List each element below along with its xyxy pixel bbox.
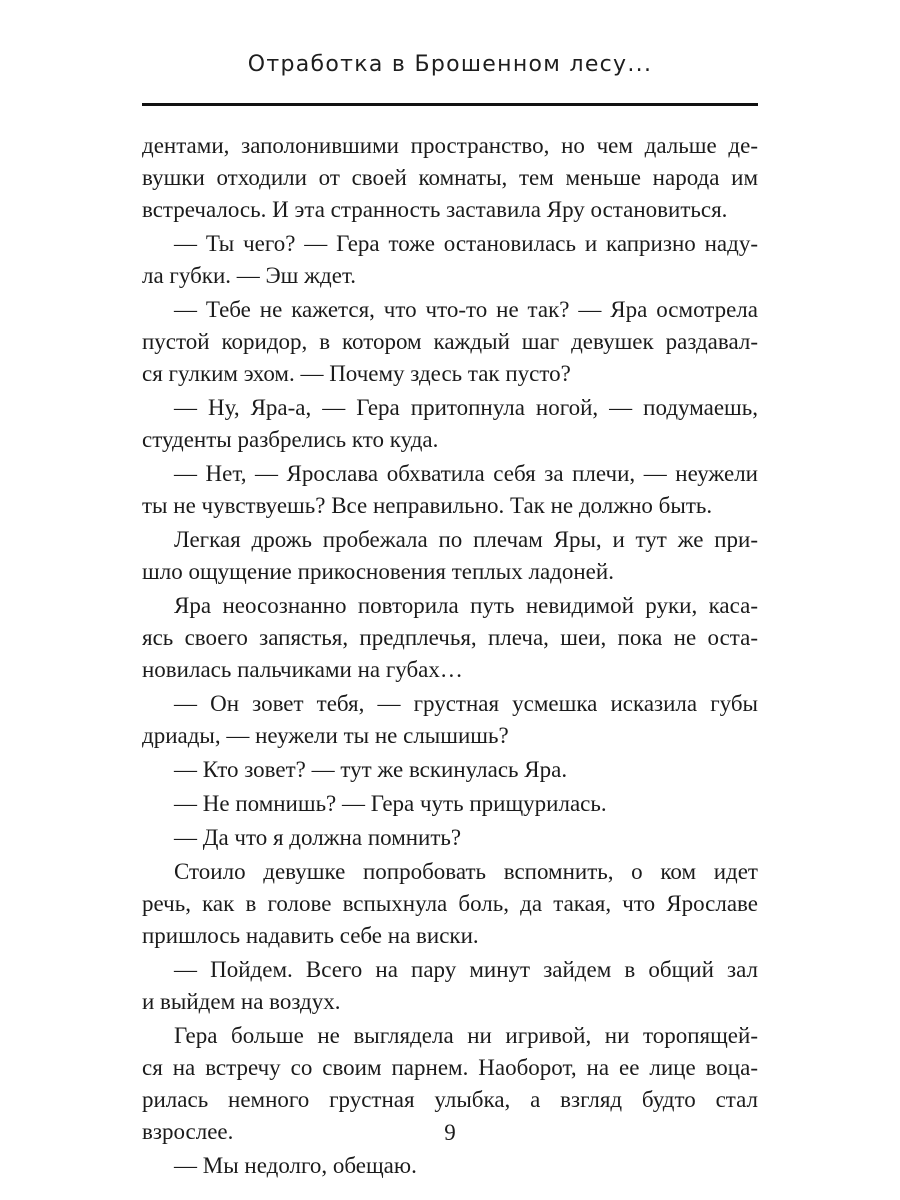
text-line: Гера больше не выглядела ни игривой, ни торопящей- — [174, 1023, 758, 1048]
text-line: пришлось надавить себе на виски. — [142, 923, 479, 948]
text-line: — Да что я должна помнить? — [174, 825, 462, 850]
paragraph — [142, 130, 758, 226]
text-line: рилась немного грустная улыбка, а взгляд будто стал — [142, 1087, 758, 1112]
text-line: — Тебе не кажется, что что-то не так? — Яра осмотрела — [174, 297, 758, 322]
text-line: ясь своего запястья, предплечья, плеча, шеи, пока не оста- — [142, 625, 758, 650]
text-line: Стоило девушке попробовать вспомнить, о ком идет — [174, 859, 758, 884]
text-line: дриады, — неужели ты не слышишь? — [142, 723, 509, 748]
paragraph — [142, 954, 758, 1018]
text-line: — Ну, Яра-а, — Гера притопнула ногой, — подумаешь, — [174, 395, 758, 420]
text-line: шло ощущение прикосновения теплых ладоней. — [142, 559, 614, 584]
text-line: вушки отходили от своей комнаты, тем меньше народа им — [142, 165, 758, 190]
page-number: 9 — [444, 1120, 456, 1145]
text-line: Яра неосознанно повторила путь невидимой руки, каса- — [174, 593, 758, 618]
text-line: новилась пальчиками на губах… — [142, 657, 463, 682]
paragraph — [142, 1150, 758, 1182]
text-line: — Кто зовет? — тут же вскинулась Яра. — [174, 757, 568, 782]
text-line: — Мы недолго, обещаю. — [174, 1153, 417, 1178]
paragraph — [142, 788, 758, 820]
text-line: — Пойдем. Всего на пару минут зайдем в общий зал — [174, 957, 758, 982]
paragraph — [142, 856, 758, 952]
text-line: встречалось. И эта странность заставила Яру остановиться. — [142, 197, 728, 222]
paragraph — [142, 524, 758, 588]
paragraph — [142, 822, 758, 854]
text-line: ся гулким эхом. — Почему здесь так пусто? — [142, 361, 571, 386]
text-line: и выйдем на воздух. — [142, 989, 341, 1014]
paragraph — [142, 294, 758, 390]
paragraph — [142, 590, 758, 686]
paragraph — [142, 458, 758, 522]
text-line: дентами, заполонившими пространство, но чем дальше де- — [142, 133, 758, 158]
text-line: — Нет, — Ярослава обхватила себя за плечи, — неужели — [174, 461, 758, 486]
page-body — [142, 130, 758, 1182]
text-line: Легкая дрожь пробежала по плечам Яры, и тут же при- — [174, 527, 758, 552]
paragraph — [142, 392, 758, 456]
paragraph — [142, 754, 758, 786]
running-title: Отработка в Брошенном лесу... — [247, 52, 653, 77]
paragraph — [142, 688, 758, 752]
text-line: — Ты чего? — Гера тоже остановилась и капризно наду- — [174, 231, 758, 256]
text-line: ся на встречу со своим парнем. Наоборот, на ее лице воца- — [142, 1055, 758, 1080]
text-line: студенты разбрелись кто куда. — [142, 427, 439, 452]
text-line: ты не чувствуешь? Все неправильно. Так не должно быть. — [142, 493, 713, 518]
paragraph — [142, 228, 758, 292]
text-line: взрослее. — [142, 1119, 234, 1144]
text-line: ла губки. — Эш ждет. — [142, 263, 357, 288]
text-line: — Он зовет тебя, — грустная усмешка исказила губы — [174, 691, 758, 716]
header-rule — [142, 103, 758, 106]
text-line: речь, как в голове вспыхнула боль, да такая, что Ярославе — [142, 891, 758, 916]
text-line: пустой коридор, в котором каждый шаг девушек раздавал- — [142, 329, 758, 354]
text-line: — Не помнишь? — Гера чуть прищурилась. — [174, 791, 607, 816]
